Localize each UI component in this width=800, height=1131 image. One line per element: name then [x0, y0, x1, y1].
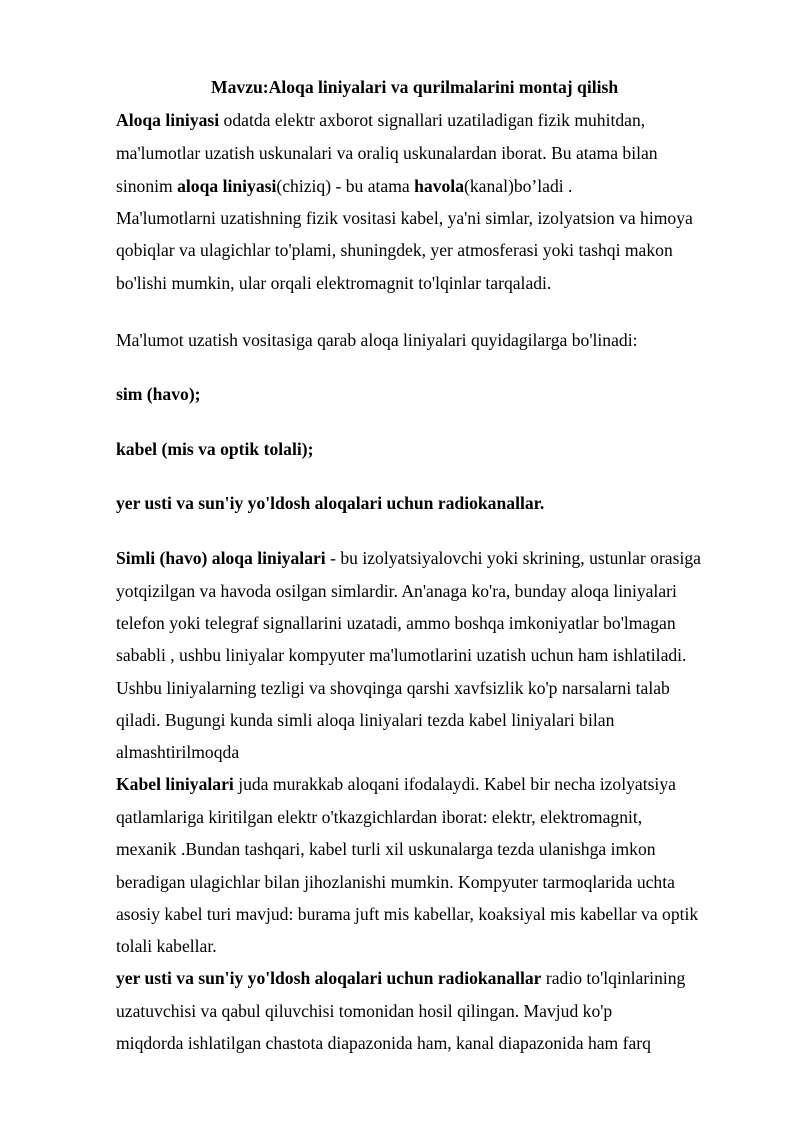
paragraph-1-line-2: ma'lumotlar uzatish uskunalari va oraliq uskunalardan iborat. Bu atama bilan [116, 143, 658, 163]
list-item-kabel: kabel (mis va optik tolali); [116, 439, 314, 459]
paragraph-text: (chiziq) - bu atama [276, 176, 415, 196]
paragraph-1-line-1 [116, 109, 645, 131]
paragraph-4-line-6: tolali kabellar. [116, 936, 217, 956]
paragraph-4-line-2: qatlamlariga kiritilgan elektr o'tkazgichlardan iborat: elektr, elektromagnit, [116, 807, 643, 827]
term-simli-aloqa: Simli (havo) aloqa liniyalari [116, 548, 326, 568]
term-kabel-liniyalari: Kabel liniyalari [116, 774, 234, 794]
paragraph-text: odatda elektr axborot signallari uzatiladigan fizik muhitdan, [219, 110, 646, 130]
paragraph-text: radio to'lqinlarining [541, 968, 686, 988]
paragraph-1-line-3 [116, 175, 572, 197]
list-item-sim: sim (havo); [116, 384, 201, 404]
paragraph-1-line-4: Ma'lumotlarni uzatishning fizik vositasi kabel, ya'ni simlar, izolyatsion va himoya [116, 208, 693, 228]
term-aloqa-liniyasi: Aloqa liniyasi [116, 110, 220, 130]
paragraph-4-line-3: mexanik .Bundan tashqari, kabel turli xil uskunalarga tezda ulanishga imkon [116, 839, 656, 859]
paragraph-5-line-1 [116, 967, 685, 989]
paragraph-3-line-1 [116, 547, 701, 569]
term-havola: havola [414, 176, 464, 196]
term-aloqa-liniyasi-synonym: aloqa liniyasi [177, 176, 277, 196]
paragraph-1-line-6: bo'lishi mumkin, ular orqali elektromagnit to'lqinlar tarqaladi. [116, 273, 552, 293]
paragraph-text: - bu izolyatsiyalovchi yoki skrining, ustunlar orasiga [325, 548, 701, 568]
paragraph-4-line-5: asosiy kabel turi mavjud: burama juft mis kabellar, koaksiyal mis kabellar va optik [116, 904, 699, 924]
paragraph-1-line-5: qobiqlar va ulagichlar to'plami, shuningdek, yer atmosferasi yoki tashqi makon [116, 240, 673, 260]
document-title: Mavzu:Aloqa liniyalari va qurilmalarini montaj qilish [211, 77, 619, 97]
term-radiokanallar: yer usti va sun'iy yo'ldosh aloqalari uchun radiokanallar [116, 968, 542, 988]
paragraph-5-line-3: miqdorda ishlatilgan chastota diapazonida ham, kanal diapazonida ham farq [116, 1033, 651, 1053]
paragraph-3-line-7: almashtirilmoqda [116, 742, 240, 762]
paragraph-3-line-3: telefon yoki telegraf signallarini uzatadi, ammo boshqa imkoniyatlar bo'lmagan [116, 613, 676, 633]
paragraph-5-line-2: uzatuvchisi va qabul qiluvchisi tomonidan hosil qilingan. Mavjud ko'p [116, 1001, 613, 1021]
paragraph-text: (kanal)bo’ladi . [464, 176, 573, 196]
paragraph-2: Ma'lumot uzatish vositasiga qarab aloqa liniyalari quyidagilarga bo'linadi: [116, 330, 638, 350]
paragraph-3-line-5: Ushbu liniyalarning tezligi va shovqinga qarshi xavfsizlik ko'p narsalarni talab [116, 678, 670, 698]
paragraph-text: juda murakkab aloqani ifodalaydi. Kabel bir necha izolyatsiya [233, 774, 676, 794]
paragraph-3-line-6: qiladi. Bugungi kunda simli aloqa liniyalari tezda kabel liniyalari bilan [116, 710, 615, 730]
list-item-radiokanallar: yer usti va sun'iy yo'ldosh aloqalari uchun radiokanallar. [116, 493, 545, 513]
paragraph-text: sinonim [116, 176, 178, 196]
paragraph-4-line-4: beradigan ulagichlar bilan jihozlanishi mumkin. Kompyuter tarmoqlarida uchta [116, 872, 675, 892]
paragraph-3-line-2: yotqizilgan va havoda osilgan simlardir. An'anaga ko'ra, bunday aloqa liniyalari [116, 581, 677, 601]
paragraph-3-line-4: sababli , ushbu liniyalar kompyuter ma'lumotlarini uzatish uchun ham ishlatiladi. [116, 645, 687, 665]
paragraph-4-line-1 [116, 773, 676, 795]
